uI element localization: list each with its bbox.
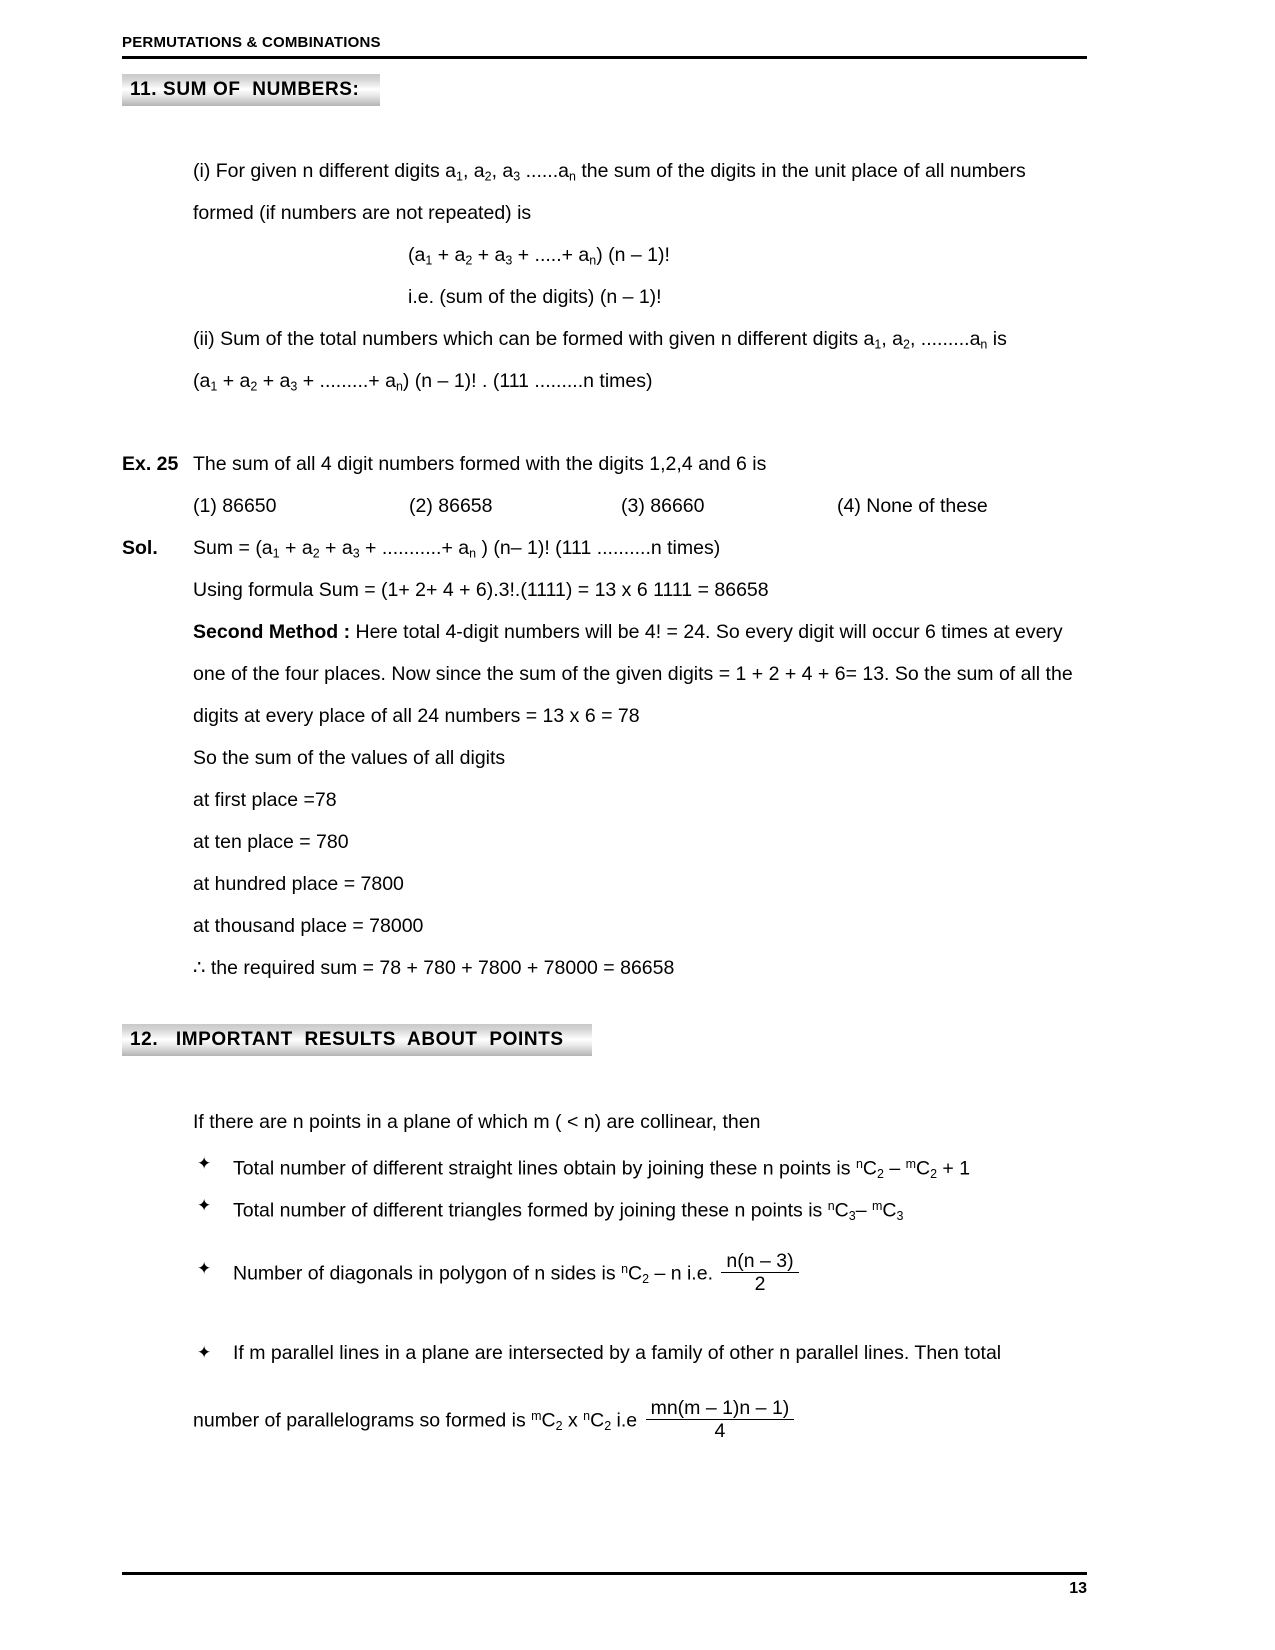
line-required-sum: [193, 947, 674, 989]
sub-3: 3: [848, 1208, 856, 1223]
item-i-text-c: , a: [491, 160, 514, 182]
sub-2: 2: [930, 1166, 938, 1181]
required-sum-text: the required sum = 78 + 780 + 7800 + 78000 = 86658: [205, 957, 675, 979]
bullet3-a: Number of diagonals in polygon of n sides is: [233, 1262, 622, 1285]
sub-3: 3: [290, 379, 298, 394]
header-rule: [122, 56, 1087, 59]
section-heading-11: [122, 74, 380, 106]
sub-1: 1: [272, 546, 280, 561]
sub-2: 2: [465, 253, 473, 268]
sub-1: 1: [425, 253, 433, 268]
bullet1-a: Total number of different straight lines obtain by joining these n points is: [233, 1157, 856, 1180]
bullet-triangles: [233, 1185, 903, 1237]
formula-sum-digits: [408, 234, 670, 281]
formula1-a: (a: [408, 244, 426, 266]
fraction-denominator: 4: [646, 1419, 795, 1443]
bullet1-e: + 1: [937, 1157, 971, 1180]
bullet3-c: – n i.e.: [649, 1262, 719, 1285]
footer-rule: [122, 1572, 1087, 1575]
sub-2: 2: [555, 1418, 563, 1433]
sup-m: m: [531, 1409, 542, 1423]
section-heading-11-label: 11. SUM OF NUMBERS:: [130, 79, 360, 100]
item-ii-l2-e: ) (n – 1)! . (111 .........n times): [402, 370, 653, 392]
page-number: 13: [1069, 1580, 1087, 1597]
bullet1-c: –: [883, 1157, 906, 1180]
sup-n: n: [827, 1199, 835, 1213]
sub-2: 2: [484, 169, 492, 184]
section-heading-12-label: 12. IMPORTANT RESULTS ABOUT POINTS: [130, 1029, 564, 1050]
example-question: The sum of all 4 digit numbers formed with the digits 1,2,4 and 6 is: [193, 453, 767, 475]
bullet-diagonals: [233, 1248, 802, 1300]
sub-2: 2: [604, 1418, 612, 1433]
item-ii-l2-b: + a: [217, 370, 251, 392]
item-ii-l2-c: + a: [257, 370, 291, 392]
sol1-e: ) (n– 1)! (111 ..........n times): [476, 537, 721, 559]
sub-1: 1: [210, 379, 218, 394]
bullet4-a: number of parallelograms so formed is: [193, 1409, 532, 1432]
sub-3: 3: [352, 546, 360, 561]
sub-n: n: [589, 253, 597, 268]
item-i-line-1: [193, 150, 1026, 197]
sub-n: n: [469, 546, 477, 561]
item-i-text-e: the sum of the digits in the unit place of all numbers: [575, 160, 1026, 182]
line-hundred-place: at hundred place = 7800: [193, 873, 404, 895]
sup-m: m: [905, 1157, 916, 1171]
running-header: PERMUTATIONS & COMBINATIONS: [122, 34, 381, 51]
item-i-line-2: formed (if numbers are not repeated) is: [193, 202, 532, 224]
item-i-text-b: , a: [462, 160, 485, 182]
sol1-b: + a: [279, 537, 313, 559]
bullet2-c: –: [855, 1199, 872, 1222]
section12-intro: If there are n points in a plane of which m ( < n) are collinear, then: [193, 1111, 761, 1133]
solution-line-1: [193, 527, 720, 574]
sup-n: n: [855, 1157, 863, 1171]
sub-2: 2: [250, 379, 258, 394]
fraction-numerator: n(n – 3): [726, 1249, 794, 1272]
fraction-numerator: mn(m – 1)n – 1): [650, 1396, 790, 1419]
sup-n: n: [583, 1409, 591, 1423]
solution-label: Sol.: [122, 537, 158, 559]
bullet2-d: C: [882, 1199, 897, 1222]
fraction-parallelograms: [646, 1398, 795, 1444]
formula1-e: ) (n – 1)!: [596, 244, 670, 266]
sup-n: n: [621, 1262, 628, 1276]
formula1-c: + a: [472, 244, 506, 266]
therefore-icon: ∴: [193, 957, 206, 979]
item-ii-l2-d: + .........+ a: [297, 370, 396, 392]
fraction-diagonals: [721, 1251, 798, 1297]
second-method-body: Here total 4-digit numbers will be 4! = 24. So every digit will occur 6 times at every one of the four places. Now since the sum of the given digits = 1 + 2 + 4 + 6= 13. So the sum of all the digits at every place of all 24 numbers = 13 x 6 = 78: [193, 621, 1073, 727]
item-ii-text-d: is: [987, 328, 1007, 350]
bullet4-c: x: [562, 1409, 584, 1432]
bullet4-e: i.e: [611, 1409, 643, 1432]
bullet1-d: C: [915, 1157, 931, 1180]
bullet-parallelograms-line-1: If m parallel lines in a plane are intersected by a family of other n parallel lines. Then total: [233, 1342, 1002, 1364]
sub-n: n: [568, 169, 576, 184]
line-thousand-place: at thousand place = 78000: [193, 915, 424, 937]
sub-2: 2: [642, 1271, 650, 1286]
sub-3: 3: [513, 169, 521, 184]
sub-3: 3: [505, 253, 513, 268]
item-ii-line-1: [193, 318, 1007, 365]
sol1-d: + ...........+ a: [359, 537, 470, 559]
example-option-1[interactable]: (1) 86650: [193, 495, 277, 517]
bullet-parallelograms-line-2: [193, 1395, 797, 1447]
bullet1-b: C: [862, 1157, 877, 1180]
example-option-3[interactable]: (3) 86660: [621, 495, 705, 517]
bullet2-a: Total number of different triangles formed by joining these n points is: [233, 1199, 828, 1222]
sol1-a: Sum = (a: [193, 537, 273, 559]
fraction-denominator: 2: [721, 1272, 798, 1296]
item-ii-text-b: , a: [881, 328, 904, 350]
sub-2: 2: [876, 1166, 884, 1181]
sub-3: 3: [896, 1208, 904, 1223]
item-i-text-d: ......a: [520, 160, 569, 182]
item-ii-text-c: , .........a: [909, 328, 981, 350]
item-ii-l2-a: (a: [193, 370, 211, 392]
sup-m: m: [871, 1199, 883, 1213]
bullet4-b: C: [541, 1409, 556, 1432]
formula-ie-line: i.e. (sum of the digits) (n – 1)!: [408, 286, 662, 308]
bullet2-b: C: [834, 1199, 849, 1222]
bullet3-b: C: [628, 1262, 643, 1285]
sub-n: n: [980, 337, 988, 352]
section-heading-12: [122, 1024, 592, 1056]
formula1-b: + a: [432, 244, 466, 266]
second-method-label: Second Method :: [193, 621, 351, 643]
diamond-bullet-icon: ✦: [197, 1343, 212, 1362]
diamond-bullet-icon: ✦: [197, 1196, 212, 1215]
sub-n: n: [395, 379, 403, 394]
line-ten-place: at ten place = 780: [193, 831, 349, 853]
line-first-place: at first place =78: [193, 789, 337, 811]
diamond-bullet-icon: ✦: [197, 1259, 212, 1278]
formula1-d: + .....+ a: [512, 244, 590, 266]
example-option-4[interactable]: (4) None of these: [837, 495, 988, 517]
sub-1: 1: [874, 337, 882, 352]
item-i-text-a: (i) For given n different digits a: [193, 160, 457, 182]
example-option-2[interactable]: (2) 86658: [409, 495, 493, 517]
solution-line-2: Using formula Sum = (1+ 2+ 4 + 6).3!.(1111) = 13 x 6 1111 = 86658: [193, 579, 769, 601]
item-ii-text-a: (ii) Sum of the total numbers which can be formed with given n different digits a: [193, 328, 875, 350]
sub-1: 1: [456, 169, 463, 184]
second-method-paragraph: [193, 611, 1093, 737]
sub-2: 2: [312, 546, 320, 561]
diamond-bullet-icon: ✦: [197, 1154, 212, 1173]
line-sum-values: So the sum of the values of all digits: [193, 747, 506, 769]
sub-2: 2: [903, 337, 910, 352]
item-ii-line-2: [193, 360, 653, 407]
bullet4-d: C: [590, 1409, 605, 1432]
sol1-c: + a: [319, 537, 353, 559]
example-label: Ex. 25: [122, 453, 179, 475]
